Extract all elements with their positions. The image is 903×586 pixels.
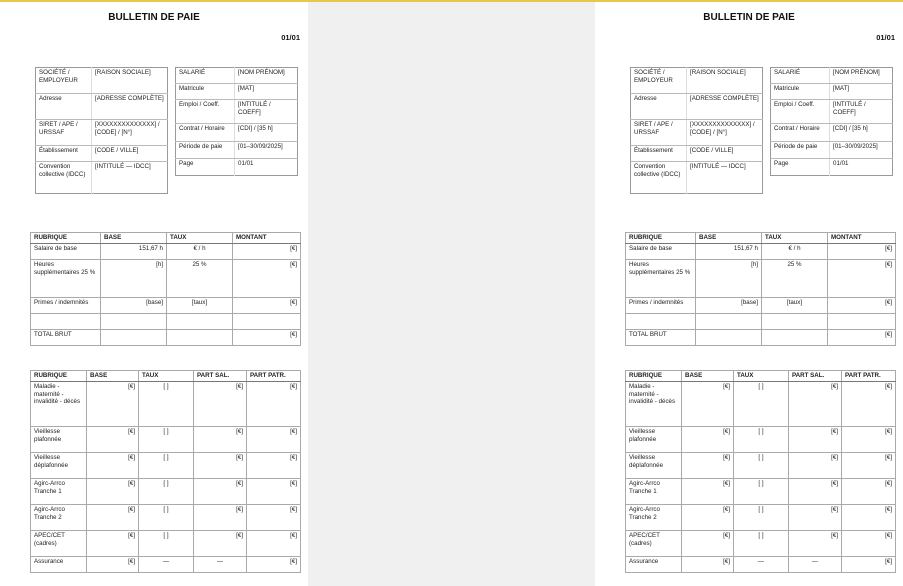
cotisations-cell: Maladie - maternité - invalidité - décès bbox=[626, 381, 682, 426]
brut-cell: Salaire de base bbox=[626, 243, 696, 259]
brut-cell: Primes / indemnités bbox=[626, 297, 696, 313]
brut-cell bbox=[762, 313, 828, 329]
cotisations-cell: [ ] bbox=[734, 426, 789, 452]
table-row bbox=[31, 556, 301, 572]
employee-info-value: [CDI] / [35 h] bbox=[235, 124, 298, 142]
cotisations-column-header: PART SAL. bbox=[789, 371, 842, 382]
cotisations-cell: — bbox=[789, 556, 842, 572]
brut-cell: [€] bbox=[828, 297, 896, 313]
employee-info-value: [MAT] bbox=[830, 84, 893, 100]
brut-cell: TOTAL BRUT bbox=[31, 329, 101, 345]
brut-cell bbox=[762, 329, 828, 345]
cotisations-cell: [€] bbox=[194, 478, 247, 504]
employer-info-value: [RAISON SOCIALE] bbox=[92, 68, 168, 94]
cotisations-cell: [€] bbox=[682, 556, 734, 572]
cotisations-cell: Agirc-Arrco Tranche 2 bbox=[31, 504, 87, 530]
payslip-page-right bbox=[595, 2, 903, 586]
contributions-table bbox=[30, 370, 301, 573]
employee-info-label: Page bbox=[771, 159, 830, 176]
brut-cell: [base] bbox=[696, 297, 762, 313]
table-row bbox=[626, 426, 896, 452]
cotisations-cell: [€] bbox=[682, 381, 734, 426]
page-number: 01/01 bbox=[876, 33, 895, 42]
cotisations-cell: [€] bbox=[87, 478, 139, 504]
employee-info-label: SALARIÉ bbox=[771, 68, 830, 84]
brut-cell bbox=[233, 313, 301, 329]
cotisations-cell: [ ] bbox=[139, 478, 194, 504]
brut-cell: € / h bbox=[762, 243, 828, 259]
cotisations-cell: [€] bbox=[247, 530, 301, 556]
brut-cell: Salaire de base bbox=[31, 243, 101, 259]
cotisations-cell: [€] bbox=[682, 452, 734, 478]
employer-info-row bbox=[631, 162, 763, 194]
brut-cell: [€] bbox=[828, 243, 896, 259]
table-row bbox=[626, 478, 896, 504]
cotisations-cell: Vieillesse plafonnée bbox=[626, 426, 682, 452]
employer-info-table bbox=[630, 67, 763, 194]
employee-info-label: SALARIÉ bbox=[176, 68, 235, 84]
employee-info-label: Contrat / Horaire bbox=[771, 124, 830, 142]
employer-info-value: [XXXXXXXXXXXXXX] / [CODE] / [N°] bbox=[92, 120, 168, 146]
cotisations-cell: [€] bbox=[682, 504, 734, 530]
cotisations-cell: — bbox=[194, 556, 247, 572]
cotisations-cell: APEC/CET (cadres) bbox=[31, 530, 87, 556]
document-title: BULLETIN DE PAIE bbox=[703, 12, 795, 23]
employee-info-row bbox=[771, 84, 893, 100]
brut-column-header: MONTANT bbox=[233, 233, 301, 244]
brut-cell: 25 % bbox=[762, 259, 828, 297]
brut-column-header: BASE bbox=[101, 233, 167, 244]
cotisations-cell: [€] bbox=[87, 381, 139, 426]
cotisations-column-header: BASE bbox=[682, 371, 734, 382]
table-row bbox=[31, 329, 301, 345]
employee-info-label: Page bbox=[176, 159, 235, 176]
cotisations-cell: [ ] bbox=[139, 381, 194, 426]
cotisations-cell: [€] bbox=[87, 504, 139, 530]
table-row bbox=[626, 313, 896, 329]
employee-info-row bbox=[771, 159, 893, 176]
employer-info-row bbox=[36, 94, 168, 120]
cotisations-cell: [ ] bbox=[734, 381, 789, 426]
cotisations-cell: [€] bbox=[247, 426, 301, 452]
table-row bbox=[626, 243, 896, 259]
cotisations-cell: Maladie - maternité - invalidité - décès bbox=[31, 381, 87, 426]
cotisations-column-header: BASE bbox=[87, 371, 139, 382]
cotisations-cell: Agirc-Arrco Tranche 1 bbox=[626, 478, 682, 504]
table-row bbox=[626, 530, 896, 556]
cotisations-cell: [€] bbox=[842, 478, 896, 504]
cotisations-cell: [€] bbox=[682, 478, 734, 504]
table-row bbox=[31, 313, 301, 329]
brut-cell bbox=[696, 313, 762, 329]
cotisations-cell: [€] bbox=[87, 556, 139, 572]
employer-info-row bbox=[36, 162, 168, 194]
employee-info-value: 01/01 bbox=[238, 160, 254, 167]
employee-info-label: Emploi / Coeff. bbox=[771, 100, 830, 124]
brut-cell: TOTAL BRUT bbox=[626, 329, 696, 345]
brut-cell: [€] bbox=[828, 329, 896, 345]
brut-cell: Heures supplémentaires 25 % bbox=[626, 259, 696, 297]
page-number: 01/01 bbox=[281, 33, 300, 42]
cotisations-cell: [€] bbox=[87, 530, 139, 556]
table-row bbox=[31, 478, 301, 504]
cotisations-cell: [ ] bbox=[139, 530, 194, 556]
brut-column-header: RUBRIQUE bbox=[31, 233, 101, 244]
employee-info-value: [INTITULÉ / COEFF] bbox=[235, 100, 298, 124]
brut-cell: Primes / indemnités bbox=[31, 297, 101, 313]
cotisations-cell: Assurance bbox=[31, 556, 87, 572]
employer-info-value: [RAISON SOCIALE] bbox=[687, 68, 763, 94]
brut-column-header: TAUX bbox=[762, 233, 828, 244]
employer-info-row bbox=[36, 68, 168, 94]
cotisations-column-header: PART SAL. bbox=[194, 371, 247, 382]
employee-info-row bbox=[176, 84, 298, 100]
employer-info-label: SIRET / APE / URSSAF bbox=[36, 120, 92, 146]
brut-cell bbox=[828, 313, 896, 329]
cotisations-cell: [€] bbox=[247, 504, 301, 530]
table-row bbox=[626, 297, 896, 313]
cotisations-column-header: TAUX bbox=[734, 371, 789, 382]
brut-cell bbox=[167, 329, 233, 345]
employer-info-label: Convention collective (IDCC) bbox=[631, 162, 687, 194]
cotisations-cell: [ ] bbox=[734, 530, 789, 556]
table-row bbox=[31, 426, 301, 452]
table-row bbox=[31, 259, 301, 297]
employee-info-value: [INTITULÉ / COEFF] bbox=[830, 100, 893, 124]
cotisations-cell: [€] bbox=[247, 478, 301, 504]
employee-info-row bbox=[771, 100, 893, 124]
cotisations-cell: [ ] bbox=[734, 452, 789, 478]
employee-info-value: 01/01 bbox=[833, 160, 849, 167]
employee-info-label: Contrat / Horaire bbox=[176, 124, 235, 142]
employer-info-label: Adresse bbox=[631, 94, 687, 120]
employer-info-row bbox=[631, 94, 763, 120]
brut-cell bbox=[167, 313, 233, 329]
cotisations-cell: [€] bbox=[194, 530, 247, 556]
brut-cell: Heures supplémentaires 25 % bbox=[31, 259, 101, 297]
brut-cell: [taux] bbox=[762, 297, 828, 313]
employer-info-label: Convention collective (IDCC) bbox=[36, 162, 92, 194]
cotisations-cell: [€] bbox=[87, 452, 139, 478]
employer-info-value: [ADRESSE COMPLÈTE] bbox=[687, 94, 763, 120]
employee-info-row bbox=[176, 142, 298, 159]
brut-cell: [taux] bbox=[167, 297, 233, 313]
employer-info-value: [INTITULÉ — IDCC] bbox=[690, 163, 746, 170]
employee-info-value: [NOM PRÉNOM] bbox=[235, 68, 298, 84]
cotisations-cell: [€] bbox=[87, 426, 139, 452]
payslip-page-left bbox=[0, 2, 308, 586]
employee-info-value: [01–30/09/2025] bbox=[235, 142, 298, 159]
contributions-table bbox=[625, 370, 896, 573]
cotisations-cell: Vieillesse déplafonnée bbox=[31, 452, 87, 478]
brut-cell bbox=[696, 329, 762, 345]
brut-column-header: BASE bbox=[696, 233, 762, 244]
cotisations-cell: [€] bbox=[194, 504, 247, 530]
employee-info-label: Matricule bbox=[771, 84, 830, 100]
brut-column-header: MONTANT bbox=[828, 233, 896, 244]
table-row bbox=[31, 381, 301, 426]
cotisations-cell: Assurance bbox=[626, 556, 682, 572]
viewer-gutter bbox=[308, 2, 595, 586]
brut-column-header: RUBRIQUE bbox=[626, 233, 696, 244]
employer-info-value: [INTITULÉ — IDCC] bbox=[95, 163, 151, 170]
cotisations-cell: [€] bbox=[194, 452, 247, 478]
cotisations-cell: [€] bbox=[842, 426, 896, 452]
cotisations-column-header: RUBRIQUE bbox=[31, 371, 87, 382]
brut-cell: [h] bbox=[101, 259, 167, 297]
brut-cell: 25 % bbox=[167, 259, 233, 297]
table-row bbox=[31, 504, 301, 530]
cotisations-cell: APEC/CET (cadres) bbox=[626, 530, 682, 556]
cotisations-cell: [€] bbox=[194, 426, 247, 452]
employee-info-value: [MAT] bbox=[235, 84, 298, 100]
employee-info-table bbox=[175, 67, 298, 176]
cotisations-cell: [€] bbox=[682, 426, 734, 452]
cotisations-cell: [€] bbox=[842, 452, 896, 478]
employer-info-row bbox=[631, 68, 763, 94]
cotisations-cell: [ ] bbox=[139, 426, 194, 452]
cotisations-cell: — bbox=[734, 556, 789, 572]
employee-info-row bbox=[176, 68, 298, 84]
cotisations-cell: [€] bbox=[789, 530, 842, 556]
gross-salary-table bbox=[625, 232, 896, 346]
document-title: BULLETIN DE PAIE bbox=[108, 12, 200, 23]
cotisations-cell: [€] bbox=[842, 381, 896, 426]
employee-info-row bbox=[176, 124, 298, 142]
employer-info-label: SOCIÉTÉ / EMPLOYEUR bbox=[631, 68, 687, 94]
brut-cell bbox=[101, 329, 167, 345]
brut-cell: [€] bbox=[233, 259, 301, 297]
employee-info-table bbox=[770, 67, 893, 176]
cotisations-cell: [€] bbox=[247, 381, 301, 426]
brut-cell bbox=[31, 313, 101, 329]
table-row bbox=[626, 381, 896, 426]
cotisations-cell: [€] bbox=[789, 478, 842, 504]
employer-info-label: SOCIÉTÉ / EMPLOYEUR bbox=[36, 68, 92, 94]
employer-info-label: Établissement bbox=[631, 146, 687, 162]
table-row bbox=[626, 259, 896, 297]
employee-info-value: [01–30/09/2025] bbox=[830, 142, 893, 159]
employee-info-row bbox=[176, 159, 298, 176]
brut-cell: 151,67 h bbox=[101, 243, 167, 259]
employee-info-value: [NOM PRÉNOM] bbox=[830, 68, 893, 84]
cotisations-cell: [ ] bbox=[734, 504, 789, 530]
cotisations-column-header: PART PATR. bbox=[247, 371, 301, 382]
brut-cell: [€] bbox=[233, 329, 301, 345]
cotisations-cell: Agirc-Arrco Tranche 2 bbox=[626, 504, 682, 530]
table-row bbox=[626, 329, 896, 345]
cotisations-cell: [€] bbox=[682, 530, 734, 556]
cotisations-cell: Agirc-Arrco Tranche 1 bbox=[31, 478, 87, 504]
employer-info-label: SIRET / APE / URSSAF bbox=[631, 120, 687, 146]
employer-info-row bbox=[631, 120, 763, 146]
employer-info-label: Établissement bbox=[36, 146, 92, 162]
gross-salary-table bbox=[30, 232, 301, 346]
table-row bbox=[31, 530, 301, 556]
brut-cell bbox=[101, 313, 167, 329]
employer-info-value: [CODE / VILLE] bbox=[92, 146, 168, 162]
cotisations-cell: [€] bbox=[789, 504, 842, 530]
employer-info-label: Adresse bbox=[36, 94, 92, 120]
cotisations-cell: [ ] bbox=[734, 478, 789, 504]
brut-cell: € / h bbox=[167, 243, 233, 259]
cotisations-cell: [€] bbox=[842, 504, 896, 530]
cotisations-cell: [€] bbox=[842, 530, 896, 556]
cotisations-cell: [€] bbox=[194, 381, 247, 426]
employee-info-label: Matricule bbox=[176, 84, 235, 100]
employee-info-label: Période de paie bbox=[771, 142, 830, 159]
cotisations-cell: [ ] bbox=[139, 504, 194, 530]
table-row bbox=[31, 297, 301, 313]
cotisations-cell: [ ] bbox=[139, 452, 194, 478]
table-row bbox=[626, 504, 896, 530]
employer-info-value: [XXXXXXXXXXXXXX] / [CODE] / [N°] bbox=[687, 120, 763, 146]
employee-info-row bbox=[771, 142, 893, 159]
employer-info-value: [ADRESSE COMPLÈTE] bbox=[92, 94, 168, 120]
cotisations-cell: [€] bbox=[789, 381, 842, 426]
cotisations-cell: Vieillesse déplafonnée bbox=[626, 452, 682, 478]
brut-cell: [€] bbox=[233, 243, 301, 259]
employee-info-row bbox=[771, 124, 893, 142]
employee-info-label: Emploi / Coeff. bbox=[176, 100, 235, 124]
employer-info-row bbox=[36, 146, 168, 162]
employee-info-value: [CDI] / [35 h] bbox=[830, 124, 893, 142]
cotisations-cell: Vieillesse plafonnée bbox=[31, 426, 87, 452]
employer-info-value: [CODE / VILLE] bbox=[687, 146, 763, 162]
employee-info-row bbox=[176, 100, 298, 124]
table-row bbox=[31, 452, 301, 478]
cotisations-cell: [€] bbox=[789, 452, 842, 478]
employee-info-label: Période de paie bbox=[176, 142, 235, 159]
brut-cell: [h] bbox=[696, 259, 762, 297]
cotisations-cell: [€] bbox=[247, 452, 301, 478]
employer-info-row bbox=[631, 146, 763, 162]
employer-info-table bbox=[35, 67, 168, 194]
table-row bbox=[626, 556, 896, 572]
brut-cell: [base] bbox=[101, 297, 167, 313]
table-row bbox=[626, 452, 896, 478]
cotisations-cell: [€] bbox=[842, 556, 896, 572]
cotisations-cell: [€] bbox=[247, 556, 301, 572]
cotisations-cell: — bbox=[139, 556, 194, 572]
brut-cell bbox=[626, 313, 696, 329]
brut-column-header: TAUX bbox=[167, 233, 233, 244]
cotisations-cell: [€] bbox=[789, 426, 842, 452]
brut-cell: [€] bbox=[828, 259, 896, 297]
employee-info-row bbox=[771, 68, 893, 84]
cotisations-column-header: RUBRIQUE bbox=[626, 371, 682, 382]
employer-info-row bbox=[36, 120, 168, 146]
table-row bbox=[31, 243, 301, 259]
brut-cell: [€] bbox=[233, 297, 301, 313]
brut-cell: 151,67 h bbox=[696, 243, 762, 259]
cotisations-column-header: TAUX bbox=[139, 371, 194, 382]
cotisations-column-header: PART PATR. bbox=[842, 371, 896, 382]
